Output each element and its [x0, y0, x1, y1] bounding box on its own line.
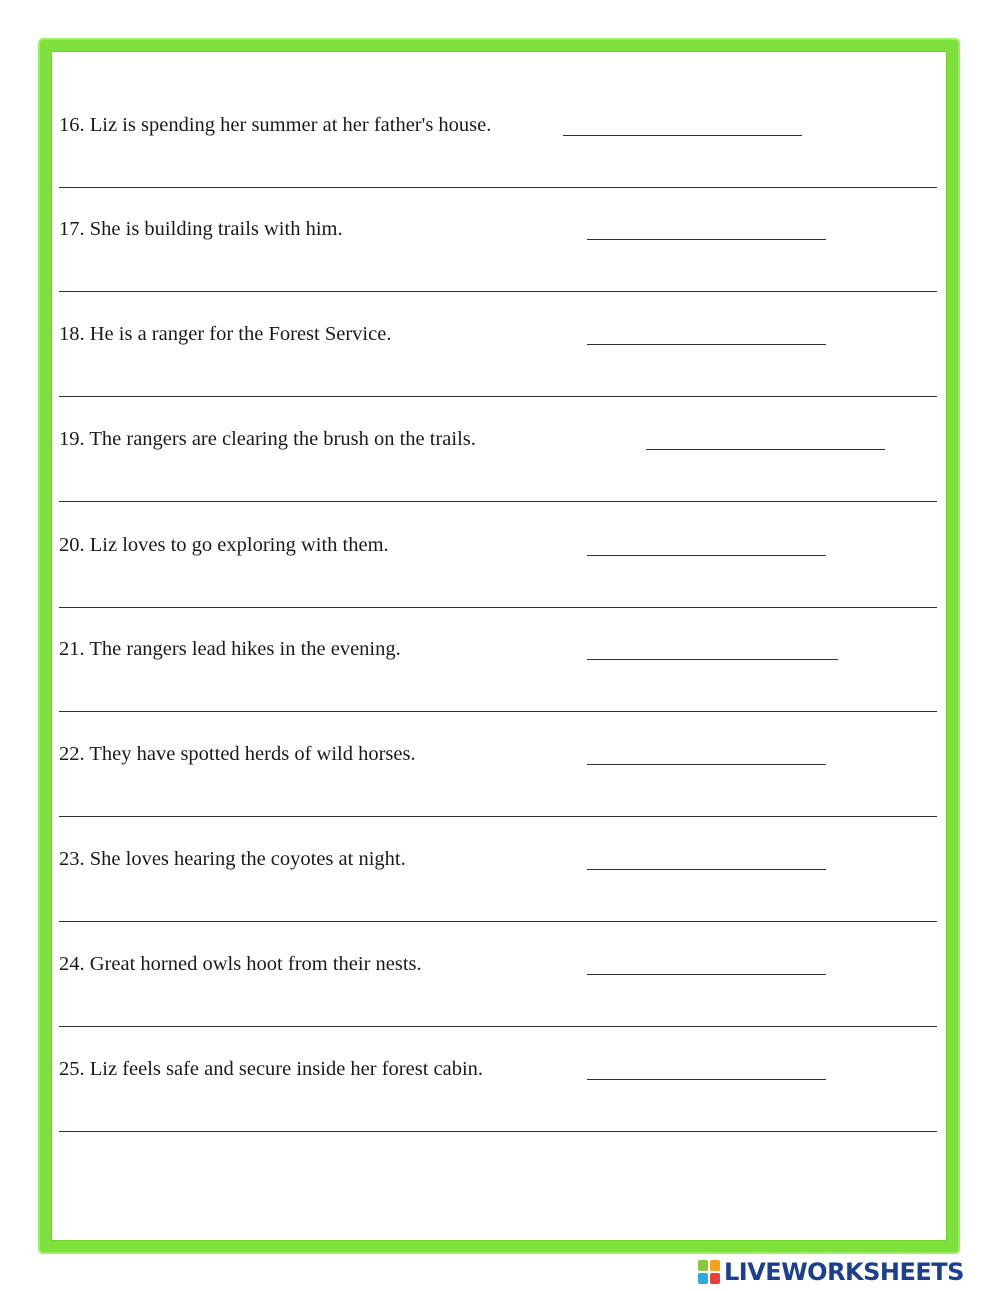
- answer-line[interactable]: [59, 1026, 937, 1027]
- answer-line[interactable]: [59, 501, 937, 502]
- question-25: [0, 1057, 1000, 1162]
- question-16: [0, 113, 1000, 218]
- answer-line[interactable]: [59, 607, 937, 608]
- question-text: 25. Liz feels safe and secure inside her forest cabin.: [59, 1058, 484, 1080]
- question-text: 24. Great horned owls hoot from their nests.: [59, 953, 422, 975]
- short-answer-blank[interactable]: [587, 555, 826, 556]
- liveworksheets-brand: [698, 1258, 998, 1288]
- short-answer-blank[interactable]: [646, 449, 885, 450]
- question-text: 17. She is building trails with him.: [59, 218, 343, 240]
- short-answer-blank[interactable]: [587, 659, 838, 660]
- question-21: [0, 637, 1000, 742]
- question-23: [0, 847, 1000, 952]
- short-answer-blank[interactable]: [587, 1079, 826, 1080]
- liveworksheets-logo-icon: [698, 1260, 720, 1284]
- question-20: [0, 533, 1000, 638]
- question-text: 19. The rangers are clearing the brush on the trails.: [59, 428, 476, 450]
- question-text: 18. He is a ranger for the Forest Service.: [59, 323, 392, 345]
- answer-line[interactable]: [59, 816, 937, 817]
- question-17: [0, 217, 1000, 322]
- short-answer-blank[interactable]: [587, 974, 826, 975]
- answer-line[interactable]: [59, 396, 937, 397]
- answer-line[interactable]: [59, 711, 937, 712]
- short-answer-blank[interactable]: [587, 764, 826, 765]
- short-answer-blank[interactable]: [587, 239, 826, 240]
- question-text: 23. She loves hearing the coyotes at night.: [59, 848, 406, 870]
- answer-line[interactable]: [59, 187, 937, 188]
- question-18: [0, 322, 1000, 427]
- short-answer-blank[interactable]: [563, 135, 802, 136]
- answer-line[interactable]: [59, 291, 937, 292]
- answer-line[interactable]: [59, 921, 937, 922]
- question-text: 21. The rangers lead hikes in the evening.: [59, 638, 401, 660]
- answer-line[interactable]: [59, 1131, 937, 1132]
- question-19: [0, 427, 1000, 532]
- question-text: 22. They have spotted herds of wild horses.: [59, 743, 416, 765]
- question-text: 20. Liz loves to go exploring with them.: [59, 534, 389, 556]
- short-answer-blank[interactable]: [587, 344, 826, 345]
- brand-name: LIVEWORKSHEETS: [724, 1258, 964, 1286]
- question-22: [0, 742, 1000, 847]
- question-24: [0, 952, 1000, 1057]
- question-text: 16. Liz is spending her summer at her father's house.: [59, 114, 492, 136]
- short-answer-blank[interactable]: [587, 869, 826, 870]
